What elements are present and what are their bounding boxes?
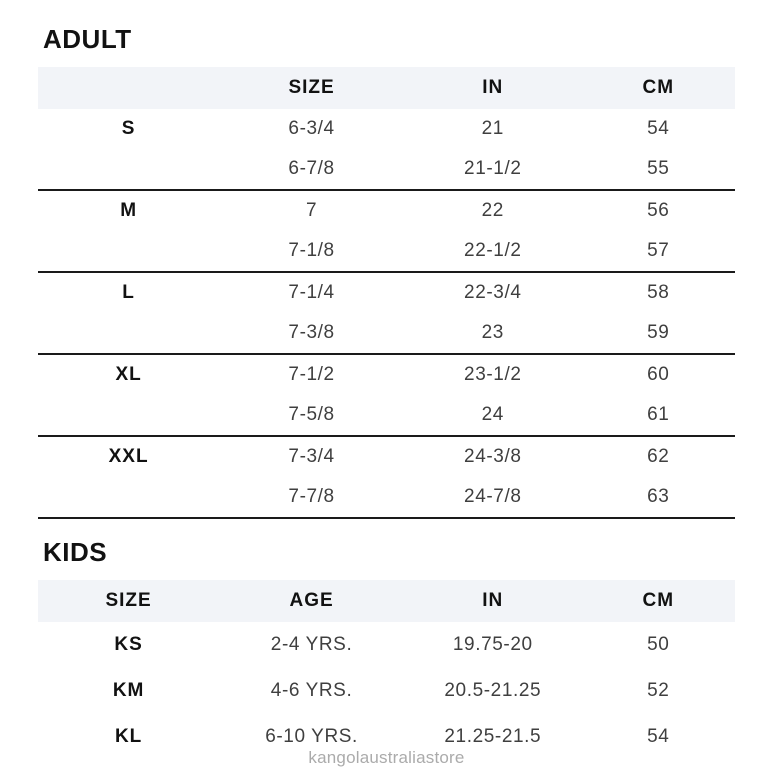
age-value: 4-6 YRS. <box>270 680 353 701</box>
hat-size-value: 6-3/4 <box>288 118 335 139</box>
adult-header-cm: CM <box>642 77 675 98</box>
cm-value: 54 <box>647 118 670 139</box>
size-label: L <box>122 282 135 303</box>
inches-value: 24-7/8 <box>464 486 522 507</box>
hat-size-value: 7-3/8 <box>288 322 335 343</box>
adult-size-group-m <box>38 191 735 273</box>
age-value: 2-4 YRS. <box>270 634 353 655</box>
table-row <box>38 477 735 517</box>
kids-size-table <box>38 580 735 760</box>
table-row <box>38 273 735 313</box>
hat-size-value: 7-7/8 <box>288 486 335 507</box>
adult-size-group-xxl <box>38 437 735 519</box>
cm-value: 54 <box>647 726 670 747</box>
kids-table-header <box>38 580 735 622</box>
inches-value: 23 <box>481 322 504 343</box>
cm-value: 63 <box>647 486 670 507</box>
adult-size-group-l <box>38 273 735 355</box>
adult-size-table <box>38 67 735 519</box>
hat-size-value: 7-1/8 <box>288 240 335 261</box>
inches-value: 22 <box>481 200 504 221</box>
inches-value: 24-3/8 <box>464 446 522 467</box>
hat-size-value: 7 <box>305 200 318 221</box>
hat-size-value: 7-3/4 <box>288 446 335 467</box>
size-label: XL <box>115 364 142 385</box>
size-label <box>38 395 219 435</box>
cm-value: 58 <box>647 282 670 303</box>
inches-value: 21 <box>481 118 504 139</box>
cm-value: 52 <box>647 680 670 701</box>
size-label: KS <box>114 634 143 655</box>
inches-value: 21.25-21.5 <box>444 726 542 747</box>
inches-value: 22-3/4 <box>464 282 522 303</box>
table-row <box>38 109 735 149</box>
size-label: KL <box>114 726 143 747</box>
adult-header-blank <box>38 67 219 109</box>
adult-header-in: IN <box>482 77 504 98</box>
kids-header-age: AGE <box>289 590 334 611</box>
table-row <box>38 622 735 668</box>
table-row <box>38 668 735 714</box>
inches-value: 21-1/2 <box>464 158 522 179</box>
inches-value: 20.5-21.25 <box>444 680 542 701</box>
table-row <box>38 437 735 477</box>
table-row <box>38 355 735 395</box>
size-label <box>38 149 219 189</box>
hat-size-value: 7-1/2 <box>288 364 335 385</box>
cm-value: 56 <box>647 200 670 221</box>
kids-section-title: KIDS <box>43 537 108 567</box>
inches-value: 23-1/2 <box>464 364 522 385</box>
adult-section-title: ADULT <box>43 24 132 54</box>
cm-value: 57 <box>647 240 670 261</box>
size-label: S <box>121 118 136 139</box>
adult-table-header <box>38 67 735 109</box>
adult-size-group-xl <box>38 355 735 437</box>
age-value: 6-10 YRS. <box>265 726 358 747</box>
cm-value: 62 <box>647 446 670 467</box>
kids-header-in: IN <box>482 590 504 611</box>
size-label: M <box>120 200 138 221</box>
size-label: XXL <box>108 446 149 467</box>
size-label <box>38 477 219 517</box>
size-label: KM <box>112 680 145 701</box>
inches-value: 22-1/2 <box>464 240 522 261</box>
kids-header-cm: CM <box>642 590 675 611</box>
hat-size-value: 7-1/4 <box>288 282 335 303</box>
size-label <box>38 313 219 353</box>
hat-size-value: 7-5/8 <box>288 404 335 425</box>
inches-value: 19.75-20 <box>452 634 533 655</box>
kids-header-size: SIZE <box>105 590 152 611</box>
cm-value: 59 <box>647 322 670 343</box>
adult-size-group-s <box>38 109 735 191</box>
cm-value: 60 <box>647 364 670 385</box>
cm-value: 55 <box>647 158 670 179</box>
adult-header-size: SIZE <box>288 77 335 98</box>
cm-value: 50 <box>647 634 670 655</box>
table-row <box>38 231 735 271</box>
cm-value: 61 <box>647 404 670 425</box>
watermark: kangolaustraliastore <box>308 748 465 767</box>
table-row <box>38 313 735 353</box>
table-row <box>38 149 735 189</box>
size-label <box>38 231 219 271</box>
table-row <box>38 395 735 435</box>
hat-size-value: 6-7/8 <box>288 158 335 179</box>
inches-value: 24 <box>481 404 504 425</box>
table-row <box>38 191 735 231</box>
